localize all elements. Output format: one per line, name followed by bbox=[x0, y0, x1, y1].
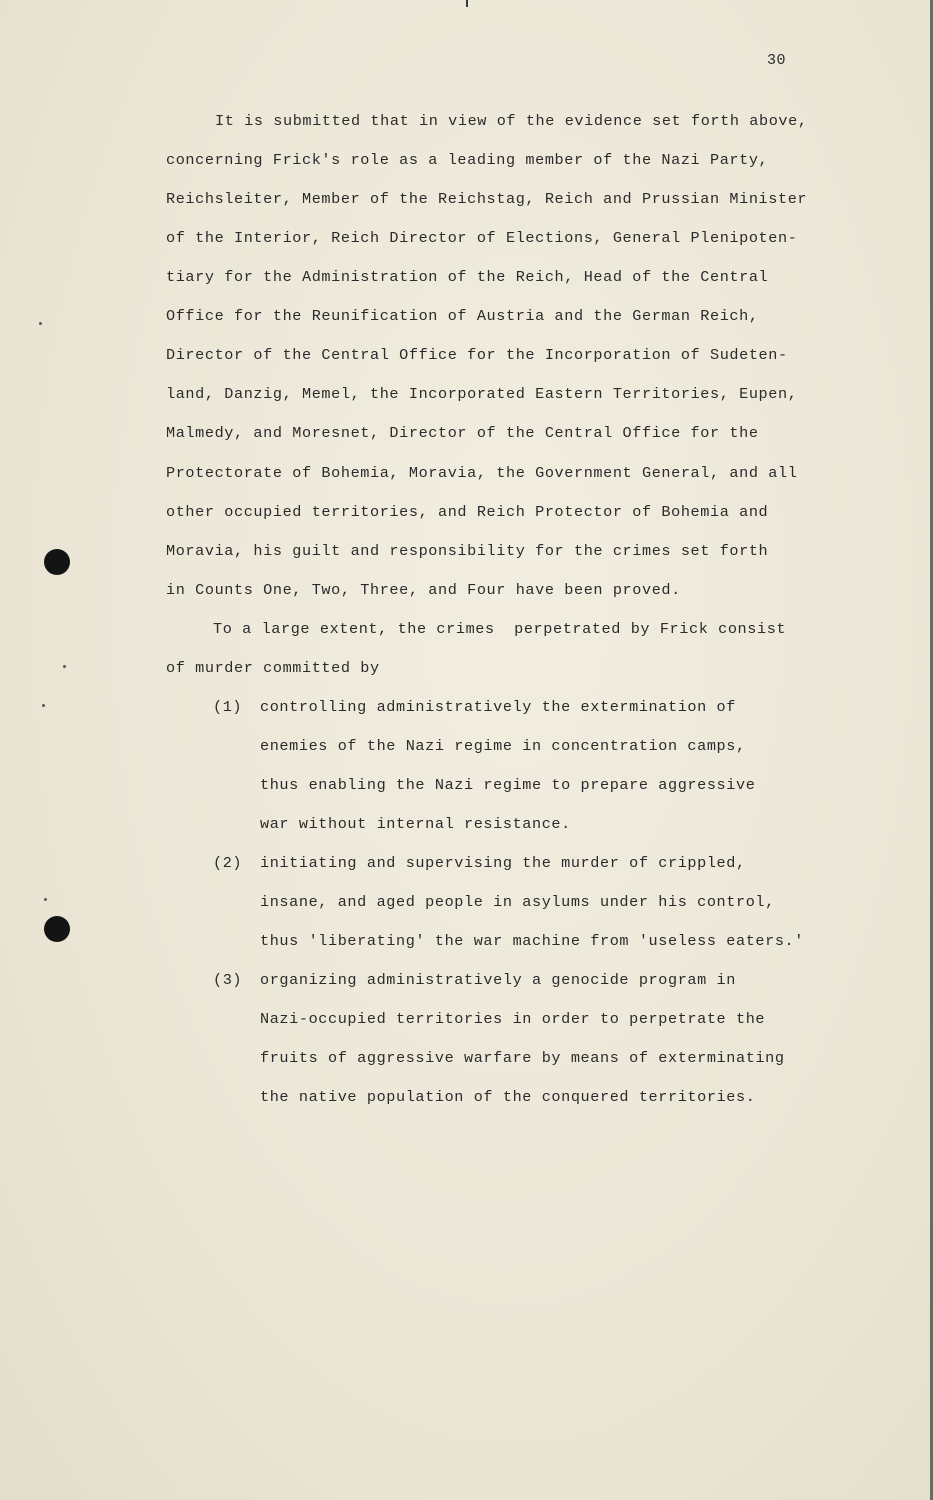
list-item-line: fruits of aggressive warfare by means of exterminating bbox=[260, 1049, 785, 1067]
list-item-number: (3) bbox=[213, 971, 243, 989]
speck bbox=[63, 665, 66, 668]
list-item-line: insane, and aged people in asylums under his control, bbox=[260, 893, 775, 911]
list-item-line: initiating and supervising the murder of crippled, bbox=[260, 854, 746, 872]
list-item-number: (1) bbox=[213, 698, 243, 716]
top-mark bbox=[466, 0, 468, 7]
list-item-number: (2) bbox=[213, 854, 243, 872]
speck bbox=[42, 704, 45, 707]
paragraph1-line: of the Interior, Reich Director of Elections, General Plenipoten- bbox=[166, 229, 798, 247]
paragraph1-line: other occupied territories, and Reich Protector of Bohemia and bbox=[166, 503, 769, 521]
list-item-line: thus enabling the Nazi regime to prepare aggressive bbox=[260, 776, 756, 794]
paragraph1-line: Protectorate of Bohemia, Moravia, the Government General, and all bbox=[166, 464, 798, 482]
paragraph1-line: Office for the Reunification of Austria and the German Reich, bbox=[166, 307, 759, 325]
punch-hole bbox=[44, 549, 70, 575]
list-item-line: the native population of the conquered territories. bbox=[260, 1088, 756, 1106]
list-item-line: organizing administratively a genocide program in bbox=[260, 971, 736, 989]
list-item-line: controlling administratively the extermination of bbox=[260, 698, 736, 716]
paragraph1-line: It is submitted that in view of the evidence set forth above, bbox=[215, 112, 808, 130]
paragraph2-line: To a large extent, the crimes perpetrated by Frick consist bbox=[213, 620, 787, 638]
paragraph1-line: Reichsleiter, Member of the Reichstag, Reich and Prussian Minister bbox=[166, 190, 808, 208]
list-item-line: war without internal resistance. bbox=[260, 815, 571, 833]
speck bbox=[39, 322, 42, 325]
list-item-line: enemies of the Nazi regime in concentration camps, bbox=[260, 737, 746, 755]
punch-hole bbox=[44, 916, 70, 942]
paragraph1-line: in Counts One, Two, Three, and Four have been proved. bbox=[166, 581, 681, 599]
paragraph1-line: Director of the Central Office for the Incorporation of Sudeten- bbox=[166, 346, 788, 364]
paragraph1-line: land, Danzig, Memel, the Incorporated Eastern Territories, Eupen, bbox=[166, 385, 798, 403]
paragraph1-line: tiary for the Administration of the Reich, Head of the Central bbox=[166, 268, 769, 286]
list-item-line: thus 'liberating' the war machine from 'useless eaters.' bbox=[260, 932, 804, 950]
paragraph1-line: Moravia, his guilt and responsibility for the crimes set forth bbox=[166, 542, 769, 560]
paragraph2-line: of murder committed by bbox=[166, 659, 380, 677]
paragraph1-line: concerning Frick's role as a leading member of the Nazi Party, bbox=[166, 151, 769, 169]
paragraph1-line: Malmedy, and Moresnet, Director of the Central Office for the bbox=[166, 424, 759, 442]
page-number: 30 bbox=[767, 52, 787, 69]
list-item-line: Nazi-occupied territories in order to perpetrate the bbox=[260, 1010, 766, 1028]
speck bbox=[44, 898, 47, 901]
